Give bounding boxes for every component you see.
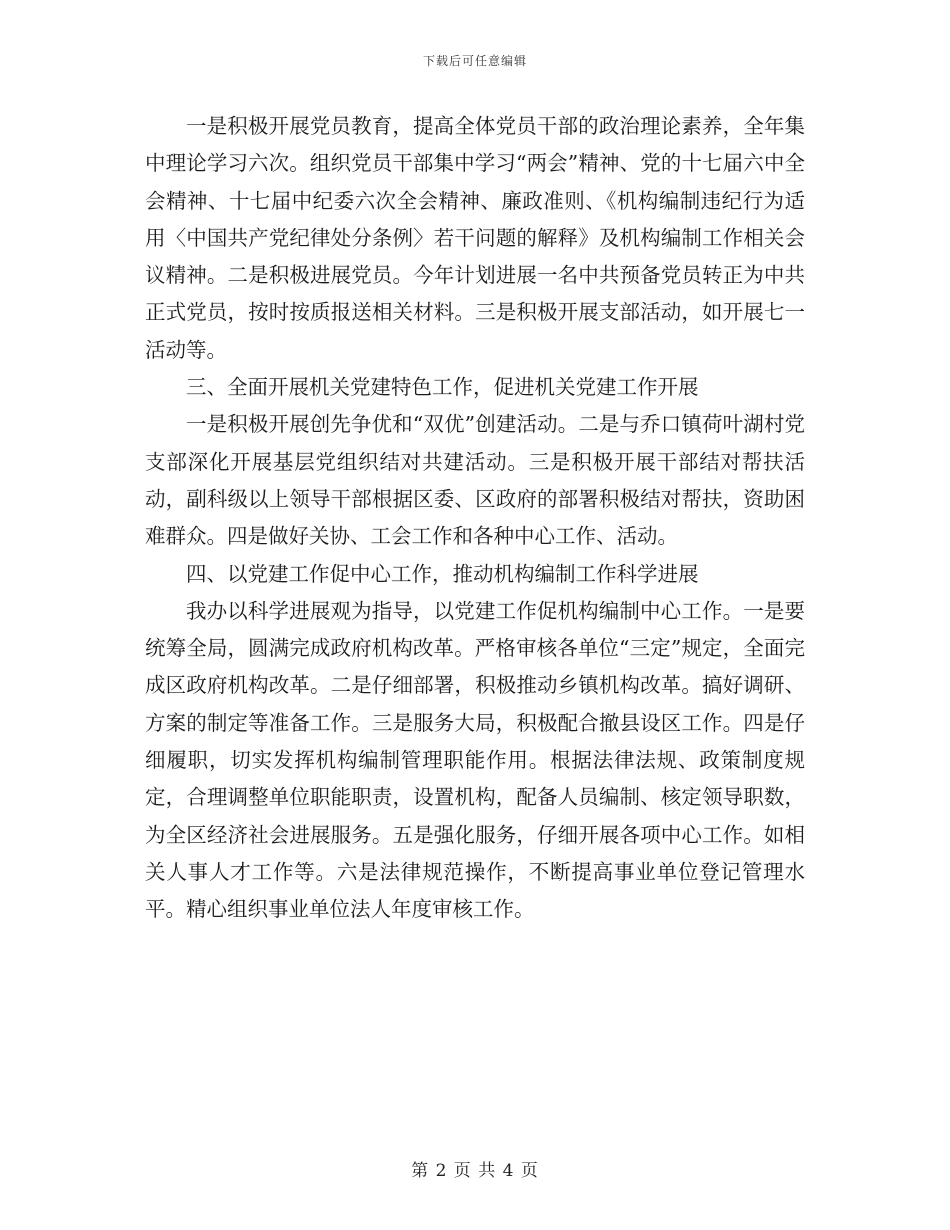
section-heading-four: 四、以党建工作促中心工作，推动机构编制工作科学进展 [186,561,699,586]
document-body [145,108,805,929]
paragraph-central-work: 我办以科学进展观为指导，以党建工作促机构编制中心工作。一是要统筹全局，圆满完成政府机构改革。严格审核各单位“三定”规定，全面完成区政府机构改革。二是仔细部署，积极推动乡镇机构改革。搞好调研、方案的制定等准备工作。三是服务大局，积极配合撤县设区工作。四是仔细履职，切实发挥机构编制管理职能作用。根据法律法规、政策制度规定，合理调整单位职能职责，设置机构，配备人员编制、核定领导职数，为全区经济社会进展服务。五是强化服务，仔细开展各项中心工作。如相关人事人才工作等。六是法律规范操作，不断提高事业单位登记管理水平。精心组织事业单位法人年度审核工作。 [145,598,805,922]
page-header: 下载后可任意编辑 [422,54,527,68]
page-footer: 第 2 页 共 4 页 [411,1161,539,1181]
paragraph-party-education: 一是积极开展党员教育，提高全体党员干部的政治理论素养，全年集中理论学习六次。组织党员干部集中学习“两会”精神、党的十七届六中全会精神、十七届中纪委六次全会精神、廉政准则、《机构编制违纪行为适用〈中国共产党纪律处分条例〉若干问题的解释》及机构编制工作相关会议精神。二是积极进展党员。今年计划进展一名中共预备党员转正为中共正式党员，按时按质报送相关材料。三是积极开展支部活动，如开展七一活动等。 [145,114,805,362]
paragraph-special-work: 一是积极开展创先争优和“双优”创建活动。二是与乔口镇荷叶湖村党支部深化开展基层党组织结对共建活动。三是积极开展干部结对帮扶活动，副科级以上领导干部根据区委、区政府的部署积极结对帮扶，资助困难群众。四是做好关协、工会工作和各种中心工作、活动。 [145,412,805,549]
section-heading-three: 三、全面开展机关党建特色工作，促进机关党建工作开展 [186,375,699,400]
